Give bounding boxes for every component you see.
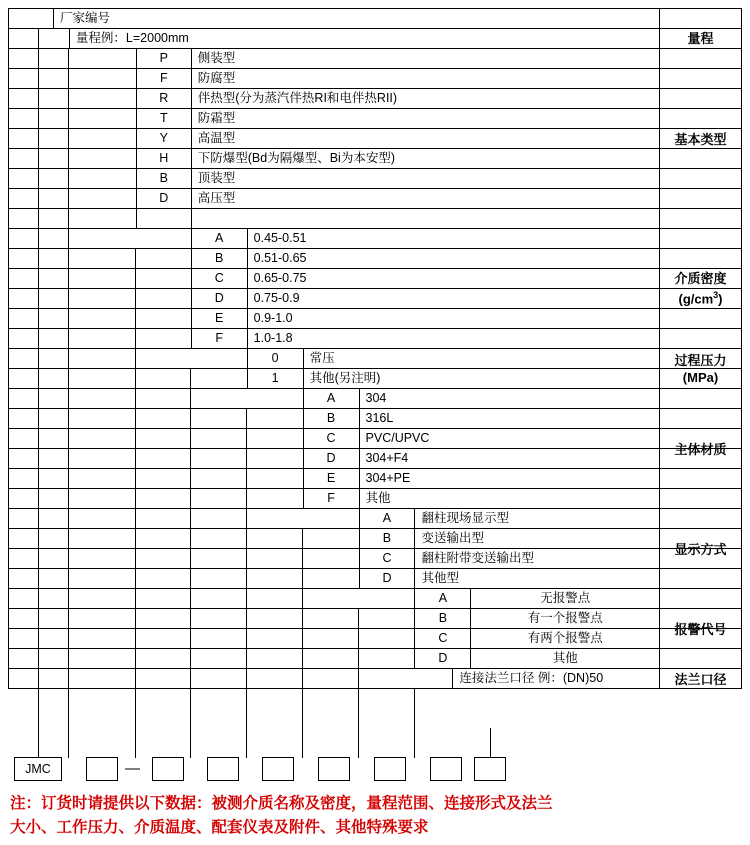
- code-box-display[interactable]: [374, 757, 406, 781]
- basic-type-block: [9, 49, 741, 229]
- pressure-label: 常压: [303, 349, 660, 368]
- table-row: [9, 169, 741, 189]
- connector-line-material: [302, 528, 303, 758]
- basic-type-label: 顶装型: [191, 169, 659, 188]
- spacer-cell: [9, 609, 414, 628]
- table-row: [9, 209, 741, 229]
- material-label: 其他: [359, 489, 660, 508]
- order-note-line2: 大小、工作压力、介质温度、配套仪表及附件、其他特殊要求: [10, 819, 429, 836]
- spacer-cell: [9, 589, 414, 608]
- table-row: [9, 509, 741, 529]
- display-label: 翻柱现场显示型: [414, 509, 659, 528]
- spacer-cell: [9, 149, 136, 168]
- connector-line-basic-type: [135, 248, 136, 758]
- table-row: [9, 469, 741, 489]
- alarm-code: C: [414, 629, 470, 648]
- basic-type-label: 防霜型: [191, 109, 659, 128]
- spacer-cell: [9, 529, 359, 548]
- alarm-code: B: [414, 609, 470, 628]
- basic-type-code: Y: [136, 129, 191, 148]
- factory-code-label: 厂家编号: [53, 9, 659, 28]
- material-label: 304+F4: [359, 449, 660, 468]
- code-box-range[interactable]: [86, 757, 118, 781]
- basic-type-code: D: [136, 189, 191, 208]
- table-row: [9, 89, 741, 109]
- code-box-density[interactable]: [207, 757, 239, 781]
- connector-line-flange: [490, 728, 491, 758]
- category-basic-type: 基本类型: [659, 49, 741, 229]
- flange-block: [9, 669, 741, 689]
- spacer-cell: [9, 549, 359, 568]
- spacer-cell: [9, 629, 414, 648]
- code-box-basic-type[interactable]: [152, 757, 184, 781]
- display-code: C: [359, 549, 415, 568]
- category-density-unit: [678, 287, 722, 307]
- basic-type-code: R: [136, 89, 191, 108]
- connector-line-range: [68, 48, 69, 758]
- code-box-material[interactable]: [318, 757, 350, 781]
- table-row: [9, 529, 741, 549]
- table-row: [9, 389, 741, 409]
- spacer-cell: [9, 489, 303, 508]
- connector-line-pressure: [246, 408, 247, 758]
- table-row: [9, 329, 741, 349]
- spacer-cell: [9, 349, 247, 368]
- table-row: [9, 49, 741, 69]
- spacer-cell: [9, 389, 303, 408]
- material-code: B: [303, 409, 359, 428]
- category-pressure: [659, 349, 741, 389]
- table-row: [9, 229, 741, 249]
- pressure-label: 其他(另注明): [303, 369, 660, 388]
- spacer-cell: [9, 269, 191, 288]
- table-row: [9, 629, 741, 649]
- pressure-block: [9, 349, 741, 389]
- category-alarm: 报警代号: [659, 589, 741, 669]
- category-flange: 法兰口径: [659, 669, 741, 689]
- flange-label: 连接法兰口径 例：(DN)50: [452, 669, 659, 688]
- density-block: [9, 229, 741, 349]
- table-row: [9, 309, 741, 329]
- spacer-cell: [9, 449, 303, 468]
- table-row: [9, 369, 741, 389]
- display-label: 变送输出型: [414, 529, 659, 548]
- material-label: 316L: [359, 409, 660, 428]
- material-label: 304: [359, 389, 660, 408]
- density-unit-head: (g/cm: [678, 291, 714, 307]
- alarm-label: 其他: [470, 649, 659, 668]
- table-row: [9, 149, 741, 169]
- category-range: 量程: [659, 29, 741, 48]
- spacer-cell: [9, 129, 136, 148]
- alarm-label: 无报警点: [470, 589, 659, 608]
- density-code: A: [191, 229, 247, 248]
- range-example-label: 量程例：L=2000mm: [69, 29, 659, 48]
- density-label: 0.9-1.0: [247, 309, 659, 328]
- spacer-cell: [9, 9, 53, 28]
- connector-line-display: [358, 608, 359, 758]
- basic-type-label: 高压型: [191, 189, 659, 208]
- display-label: 翻柱附带变送输出型: [414, 549, 659, 568]
- category-display: 显示方式: [659, 509, 741, 589]
- basic-type-code: P: [136, 49, 191, 68]
- spacer-cell: [9, 409, 303, 428]
- material-label: PVC/UPVC: [359, 429, 660, 448]
- basic-type-label: 伴热型(分为蒸汽伴热RI和电伴热RII): [191, 89, 659, 108]
- model-prefix-box[interactable]: [14, 757, 62, 781]
- density-code: E: [191, 309, 247, 328]
- spacer-cell: [9, 109, 136, 128]
- model-code-boxes: [0, 757, 750, 787]
- spacer-cell: [9, 289, 191, 308]
- spacer-cell: [9, 229, 191, 248]
- table-row: [9, 489, 741, 509]
- spacer-cell: [9, 469, 303, 488]
- table-row: [9, 249, 741, 269]
- table-row: [9, 269, 741, 289]
- spacer-cell: [9, 309, 191, 328]
- table-row: [9, 349, 741, 369]
- table-row: [9, 549, 741, 569]
- table-row: [9, 189, 741, 209]
- density-code: B: [191, 249, 247, 268]
- basic-type-code: B: [136, 169, 191, 188]
- spacer-cell: [9, 49, 136, 68]
- basic-type-label: 下防爆型(Bd为隔爆型、Bi为本安型): [191, 149, 659, 168]
- connector-line-model: [38, 28, 39, 758]
- density-unit-tail: ): [718, 291, 723, 307]
- material-code: E: [303, 469, 359, 488]
- density-unit-exp: 3: [713, 290, 719, 301]
- category-pressure-label: 过程压力: [674, 353, 727, 368]
- category-pressure-unit: (MPa): [682, 370, 719, 385]
- table-row: [9, 109, 741, 129]
- spacer-cell: [9, 509, 359, 528]
- material-code: C: [303, 429, 359, 448]
- category-density-label: 介质密度: [674, 271, 727, 287]
- spacer-cell: [9, 89, 136, 108]
- material-code: F: [303, 489, 359, 508]
- alarm-label: 有两个报警点: [470, 629, 659, 648]
- display-code: D: [359, 569, 415, 588]
- density-code: C: [191, 269, 247, 288]
- table-row: [9, 589, 741, 609]
- basic-type-label: 侧装型: [191, 49, 659, 68]
- table-row: [9, 129, 741, 149]
- alarm-block: [9, 589, 741, 669]
- spacer-cell: [9, 429, 303, 448]
- spacer-cell: [9, 649, 414, 668]
- basic-type-label: 高温型: [191, 129, 659, 148]
- table-row: [9, 669, 741, 689]
- table-row: [9, 69, 741, 89]
- spacer-cell: [9, 169, 136, 188]
- spacer-cell: [9, 209, 136, 228]
- pressure-code: 0: [247, 349, 303, 368]
- basic-type-label-blank: [191, 209, 659, 228]
- table-row: [9, 609, 741, 629]
- basic-type-code-blank: [136, 209, 191, 228]
- connector-line-density: [190, 368, 191, 758]
- display-block: [9, 509, 741, 589]
- connector-line-alarm: [414, 688, 415, 758]
- alarm-code: A: [414, 589, 470, 608]
- table-row-range: [9, 29, 741, 49]
- category-density: [659, 229, 741, 349]
- density-code: F: [191, 329, 247, 348]
- density-label: 1.0-1.8: [247, 329, 659, 348]
- code-box-alarm[interactable]: [430, 757, 462, 781]
- material-block: [9, 389, 741, 509]
- order-note: [10, 792, 745, 840]
- basic-type-label: 防腐型: [191, 69, 659, 88]
- display-label: 其他型: [414, 569, 659, 588]
- spacer-cell: [9, 669, 452, 688]
- spacer-cell: [9, 69, 136, 88]
- table-row: [9, 569, 741, 589]
- density-label: 0.51-0.65: [247, 249, 659, 268]
- pressure-code: 1: [247, 369, 303, 388]
- alarm-label: 有一个报警点: [470, 609, 659, 628]
- table-row-factory-code: [9, 9, 741, 29]
- basic-type-code: F: [136, 69, 191, 88]
- alarm-code: D: [414, 649, 470, 668]
- code-dash: —: [125, 760, 140, 777]
- display-code: A: [359, 509, 415, 528]
- density-code: D: [191, 289, 247, 308]
- code-box-pressure[interactable]: [262, 757, 294, 781]
- material-label: 304+PE: [359, 469, 660, 488]
- code-box-flange[interactable]: [474, 757, 506, 781]
- table-row: [9, 649, 741, 669]
- material-code: D: [303, 449, 359, 468]
- model-prefix-label: JMC: [25, 762, 51, 776]
- table-row: [9, 429, 741, 449]
- spacer-cell: [9, 189, 136, 208]
- basic-type-code: T: [136, 109, 191, 128]
- spacer-cell: [9, 569, 359, 588]
- header-blank-cell: [659, 9, 741, 28]
- display-code: B: [359, 529, 415, 548]
- density-label: 0.65-0.75: [247, 269, 659, 288]
- spacer-cell: [9, 369, 247, 388]
- table-row: [9, 449, 741, 469]
- spacer-cell: [9, 329, 191, 348]
- order-note-line1: 注：订货时请提供以下数据：被测介质名称及密度，量程范围、连接形式及法兰: [10, 795, 553, 812]
- density-label: 0.45-0.51: [247, 229, 659, 248]
- material-code: A: [303, 389, 359, 408]
- table-row: [9, 289, 741, 309]
- model-code-table: [8, 8, 742, 689]
- category-material: 主体材质: [659, 389, 741, 509]
- table-row: [9, 409, 741, 429]
- spacer-cell: [9, 249, 191, 268]
- density-label: 0.75-0.9: [247, 289, 659, 308]
- basic-type-code: H: [136, 149, 191, 168]
